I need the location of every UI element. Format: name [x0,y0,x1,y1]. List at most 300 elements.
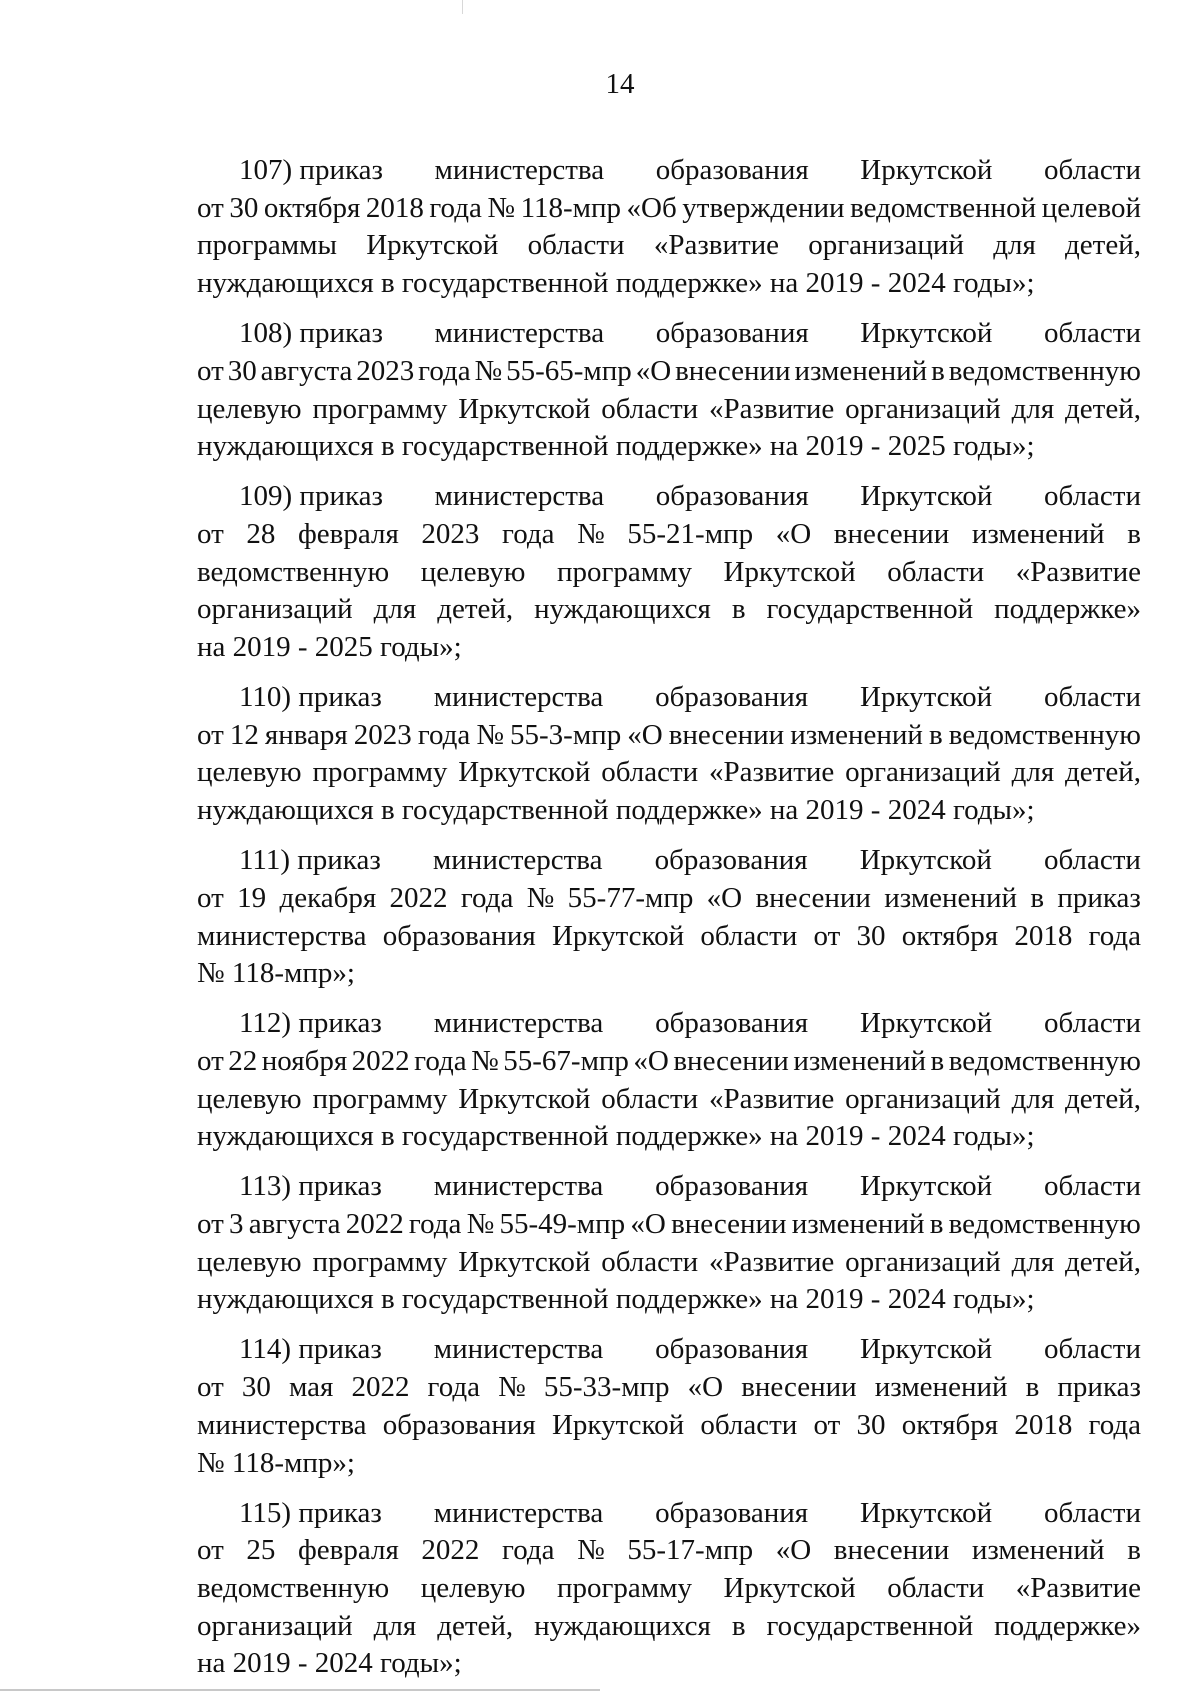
item-text-word: ведомственной [850,191,1037,224]
item-number-and-lead [239,679,382,717]
item-text-word: года [1088,1408,1141,1441]
item-text-word: целевой [1041,191,1141,224]
item-word: министерства [433,1496,604,1529]
item-first-line [197,1005,1141,1043]
item-text-word: 30 [856,919,886,952]
item-text-word: 12 [229,718,259,751]
item-text-line [197,754,1141,792]
item-text-word: августа [248,1208,341,1241]
item-text-word: октября [901,919,999,952]
item-text-word: Иркутской [366,229,499,262]
item-text-word: от [197,1534,224,1567]
item-text-line [197,591,1141,629]
item-text-word: «Развитие [709,392,835,425]
item-text-word: области [601,1245,699,1278]
item-text-word: организаций [197,593,353,626]
list-item [197,842,1141,993]
item-text-word: детей, [1065,392,1141,425]
item-first-line [197,152,1141,190]
item-text-line: на 2019 - 2025 годы»; [197,631,462,664]
item-text-word: 3 [229,1208,244,1241]
item-text-word: организаций [845,1245,1001,1278]
item-text-word: ведомственную [948,354,1141,387]
item-word: приказ [298,1333,382,1366]
item-text-word: мая [288,1371,334,1404]
item-text-word: организаций [845,1082,1001,1115]
item-text-word: изменений [971,1534,1105,1567]
item-text-word: поддержке» [994,593,1141,626]
item-text-word: «О [633,1044,669,1077]
item-text-word: области [887,555,985,588]
list-item [197,1495,1141,1684]
item-text-line [197,1244,1141,1282]
item-text-word: целевую [197,756,302,789]
item-number: 114) [239,1333,292,1366]
item-text-word: изменений [790,718,923,751]
item-text-word: в [731,593,746,626]
item-number: 112) [239,1007,292,1040]
item-first-line [197,842,1141,880]
item-text-word: для [373,593,417,626]
item-text-word: года [427,1371,481,1404]
item-text-word: программу [312,1082,448,1115]
item-word: области [1044,844,1141,877]
item-text-word: 2022 [345,1208,404,1241]
item-text-line: нуждающихся в государственной поддержке» на 2019 - 2024 годы»; [197,794,1035,827]
item-text-word: «Об [626,191,677,224]
item-text-word: в [1127,1534,1141,1567]
item-text-line [197,1206,1141,1244]
item-text-line: на 2019 - 2024 годы»; [197,1647,462,1680]
item-word: образования [655,681,809,714]
item-text-word: внесении [673,1044,789,1077]
item-text-word: области [700,919,798,952]
item-number-and-lead [239,152,383,190]
item-text-word: года [414,1044,467,1077]
item-text-word: от [197,191,224,224]
item-text-word: августа [260,354,353,387]
item-word: образования [655,317,809,350]
item-word: образования [655,1170,809,1203]
item-text-word: образования [382,1408,536,1441]
item-text-word: изменений [971,517,1105,550]
item-text-word: внесении [671,1208,787,1241]
item-word: образования [655,1333,809,1366]
item-text-word: 25 [246,1534,276,1567]
item-word: образования [655,154,809,186]
item-word: Иркутской [860,1007,993,1040]
item-text-line [197,1532,1141,1570]
item-text-word: 30 [227,354,257,387]
item-text-word: «Развитие [709,756,835,789]
item-word: образования [655,1007,809,1040]
item-text-line: нуждающихся в государственной поддержке» на 2019 - 2025 годы»; [197,430,1035,463]
item-text-word: «Развитие [1015,555,1141,588]
item-text-word: 2023 [421,517,480,550]
item-text-word: внесении [833,517,950,550]
item-text-word: 22 [228,1044,258,1077]
item-word: Иркутской [860,480,993,513]
item-text-word: 55-21-мпр [627,517,754,550]
item-text-word: 2018 [1014,1408,1073,1441]
item-word: министерства [433,1170,604,1203]
item-text-word: изменений [874,1371,1008,1404]
item-text-word: организаций [845,756,1001,789]
item-number-and-lead [239,315,383,353]
item-text-word: в [929,718,943,751]
item-text-word: ведомственную [197,1571,390,1604]
item-word: приказ [299,317,383,350]
item-text-word: 55-65-мпр [506,354,632,387]
item-text-word: министерства [197,919,367,952]
item-word: Иркутской [860,1496,993,1529]
list-item [197,679,1141,830]
item-text-line [197,717,1141,755]
list-item [197,1168,1141,1319]
item-word: приказ [299,480,383,513]
item-text-word: внесении [741,1371,857,1404]
item-text-word: «О [706,881,743,914]
item-text-word: «Развитие [1015,1571,1141,1604]
item-text-word: 2022 [351,1371,410,1404]
item-text-word: программу [312,1245,448,1278]
item-text-word: января [264,718,348,751]
item-number-and-lead [239,1168,382,1206]
item-word: области [1044,1007,1141,1040]
item-text-line [197,1407,1141,1445]
item-text-word: детей, [1065,756,1141,789]
item-text-word: «О [630,1208,666,1241]
item-text-word: нуждающихся [534,593,711,626]
item-text-word: Иркутской [551,919,685,952]
item-text-word: в [1127,517,1141,550]
item-text-word: декабря [279,881,377,914]
item-text-word: от [813,1408,841,1441]
item-text-word: программу [312,756,448,789]
item-text-line [197,190,1141,228]
item-text-word: для [1011,1082,1055,1115]
item-text-word: № [526,881,555,914]
item-text-word: внесении [833,1534,950,1567]
item-word: приказ [298,1496,382,1529]
scan-mark [462,0,463,14]
item-number-and-lead [239,1331,382,1369]
item-text-word: «О [635,354,672,387]
item-text-word: № [471,1044,499,1077]
item-text-word: для [1011,1245,1055,1278]
item-number: 110) [239,681,292,714]
item-text-word: 118-мпр [520,191,622,224]
item-word: Иркутской [860,317,993,350]
item-word: области [1044,1170,1141,1203]
item-text-word: программу [312,392,448,425]
scan-edge-rule [0,1689,600,1691]
item-text-word: «О [627,718,663,751]
item-text-word: ноября [261,1044,348,1077]
list-item [197,1331,1141,1482]
item-text-word: изменений [791,1208,925,1241]
item-number: 115) [239,1496,292,1529]
item-text-word: года [502,1534,555,1567]
item-text-word: от [197,1044,224,1077]
item-text-word: Иркутской [723,1571,856,1604]
item-text-line: № 118-мпр»; [197,957,355,990]
item-text-line [197,516,1141,554]
item-word: министерства [433,681,604,714]
item-number-and-lead [239,478,383,516]
item-text-word: «О [775,517,812,550]
item-text-word: целевую [197,392,302,425]
item-number: 108) [239,317,293,350]
item-text-word: целевую [420,1571,526,1604]
item-word: приказ [298,681,382,714]
item-text-word: от [813,919,841,952]
item-first-line [197,1168,1141,1206]
item-text-line: нуждающихся в государственной поддержке» на 2019 - 2024 годы»; [197,1283,1035,1316]
item-text-word: от [197,1208,224,1241]
item-word: области [1044,681,1141,714]
item-word: министерства [434,154,605,186]
item-text-word: изменений [884,881,1017,914]
item-text-word: ведомственную [948,718,1141,751]
list-item [197,315,1141,466]
item-text-word: образования [382,919,536,952]
item-number-and-lead [239,1005,382,1043]
item-text-word: нуждающихся [534,1609,711,1642]
item-word: области [1044,154,1141,186]
item-text-word: изменений [793,1044,927,1077]
item-text-word: 55-17-мпр [627,1534,754,1567]
item-word: образования [655,1496,809,1529]
item-text-line [197,227,1141,265]
item-text-line [197,1608,1141,1646]
item-text-word: № [577,517,605,550]
item-text-word: поддержке» [994,1609,1141,1642]
page-number: 14 [605,68,635,100]
item-text-line [197,880,1141,918]
item-word: области [1044,480,1141,513]
item-text-word: детей, [1065,229,1141,262]
item-text-word: программы [197,229,337,262]
item-word: министерства [433,1007,604,1040]
item-word: министерства [433,1333,604,1366]
item-text-word: целевую [197,1082,302,1115]
item-word: Иркутской [860,154,993,186]
item-text-word: 2018 [365,191,424,224]
item-text-word: внесении [675,354,791,387]
item-text-word: 55-33-мпр [543,1371,670,1404]
item-word: приказ [298,1007,382,1040]
item-text-word: 2023 [356,354,415,387]
item-text-word: 30 [241,1371,271,1404]
item-text-word: области [887,1571,985,1604]
item-text-word: октября [263,191,361,224]
item-text-word: 2022 [351,1044,410,1077]
item-text-word: года [460,881,514,914]
item-word: приказ [299,154,383,186]
item-text-word: 55-77-мпр [567,881,694,914]
item-text-word: года [408,1208,462,1241]
item-word: министерства [434,480,605,513]
item-text-word: области [700,1408,798,1441]
item-text-word: организаций [808,229,964,262]
item-text-word: организаций [197,1609,353,1642]
item-first-line [197,1331,1141,1369]
item-text-word: для [1011,756,1055,789]
item-text-word: области [601,392,699,425]
item-first-line [197,315,1141,353]
item-text-line [197,1369,1141,1407]
item-text-line [197,918,1141,956]
item-text-word: в [1025,1371,1040,1404]
item-text-word: детей, [437,593,514,626]
item-text-word: № [498,1371,526,1404]
item-word: области [1044,1333,1141,1366]
item-word: министерства [434,317,605,350]
item-text-word: года [1088,919,1141,952]
item-text-word: 55-3-мпр [510,718,622,751]
list-item [197,478,1141,667]
item-word: приказ [297,844,381,877]
item-text-word: от [197,1371,224,1404]
item-text-word: утверждении [682,191,845,224]
item-text-word: «О [687,1371,724,1404]
item-text-word: года [502,517,555,550]
item-text-word: Иркутской [458,392,591,425]
item-text-word: № [474,354,503,387]
item-text-word: государственной [766,593,974,626]
item-text-word: февраля [298,1534,399,1567]
item-word: области [1044,317,1141,350]
item-text-word: года [418,354,471,387]
item-number: 113) [239,1170,292,1203]
item-text-line [197,391,1141,429]
item-text-word: детей, [437,1609,514,1642]
item-first-line [197,1495,1141,1533]
item-text-word: министерства [197,1408,367,1441]
item-text-word: октября [901,1408,999,1441]
item-word: области [1044,1496,1141,1529]
item-text-line: нуждающихся в государственной поддержке» на 2019 - 2024 годы»; [197,267,1035,300]
item-text-word: ведомственную [197,555,390,588]
item-first-line [197,478,1141,516]
item-word: Иркутской [859,844,992,877]
item-text-line [197,1570,1141,1608]
item-text-word: 2022 [421,1534,480,1567]
item-text-word: в [731,1609,746,1642]
item-text-word: 19 [237,881,267,914]
item-text-word: «Развитие [709,1245,835,1278]
item-text-word: № [577,1534,605,1567]
item-text-word: целевую [420,555,526,588]
item-text-word: «Развитие [709,1082,835,1115]
item-text-word: организаций [845,392,1001,425]
item-text-word: № [466,1208,495,1241]
item-text-word: 2023 [353,718,412,751]
item-text-word: в [931,354,945,387]
item-word: министерства [432,844,603,877]
item-word: Иркутской [860,681,993,714]
item-text-word: 55-49-мпр [499,1208,626,1241]
item-word: приказ [298,1170,382,1203]
item-text-word: государственной [766,1609,974,1642]
item-text-word: Иркутской [458,756,591,789]
item-text-word: 2022 [389,881,448,914]
item-text-word: 55-67-мпр [503,1044,629,1077]
item-word: Иркутской [860,1333,993,1366]
list-item [197,152,1141,303]
item-text-word: области [601,756,699,789]
item-text-word: для [993,229,1036,262]
item-text-word: целевую [197,1245,302,1278]
item-text-word: года [417,718,471,751]
item-text-word: февраля [298,517,399,550]
item-text-word: «О [775,1534,812,1567]
item-first-line [197,679,1141,717]
item-text-word: Иркутской [723,555,856,588]
item-number-and-lead [239,1495,382,1533]
item-text-word: «Развитие [653,229,780,262]
item-text-word: области [527,229,625,262]
item-text-word: ведомственную [948,1208,1141,1241]
item-number: 107) [239,154,293,186]
item-number-and-lead [239,842,381,880]
item-text-word: от [197,718,224,751]
item-text-word: 2018 [1014,919,1073,952]
item-text-word: от [197,881,224,914]
item-text-line [197,1043,1141,1081]
item-text-word: внесении [668,718,785,751]
item-text-line: № 118-мпр»; [197,1446,355,1479]
item-text-word: детей, [1065,1245,1141,1278]
item-text-line [197,1081,1141,1119]
item-text-line: нуждающихся в государственной поддержке» на 2019 - 2024 годы»; [197,1120,1035,1153]
item-text-word: ведомственную [948,1044,1141,1077]
list-item [197,1005,1141,1156]
document-body [197,152,1141,1695]
item-text-word: внесении [755,881,871,914]
item-text-word: приказ [1057,881,1141,914]
item-text-word: Иркутской [458,1245,591,1278]
item-text-line [197,353,1141,391]
item-text-word: года [429,191,482,224]
item-text-word: изменений [794,354,928,387]
item-text-word: для [373,1609,417,1642]
item-word: образования [655,480,809,513]
item-text-word: программу [556,555,692,588]
item-text-word: № [476,718,504,751]
item-text-word: 30 [856,1408,886,1441]
item-text-word: от [197,354,224,387]
item-number: 109) [239,480,293,513]
item-text-word: Иркутской [458,1082,591,1115]
item-text-word: области [601,1082,699,1115]
item-text-line [197,554,1141,592]
item-word: образования [654,844,808,877]
item-text-word: 30 [229,191,259,224]
item-text-word: № [487,191,516,224]
item-text-word: в [929,1208,944,1241]
item-text-word: в [1030,881,1045,914]
item-text-word: детей, [1065,1082,1141,1115]
item-text-word: Иркутской [551,1408,685,1441]
item-text-word: для [1011,392,1055,425]
item-text-word: программу [556,1571,692,1604]
item-text-word: в [930,1044,945,1077]
item-text-word: приказ [1057,1371,1141,1404]
item-word: Иркутской [860,1170,993,1203]
item-text-word: 28 [246,517,276,550]
